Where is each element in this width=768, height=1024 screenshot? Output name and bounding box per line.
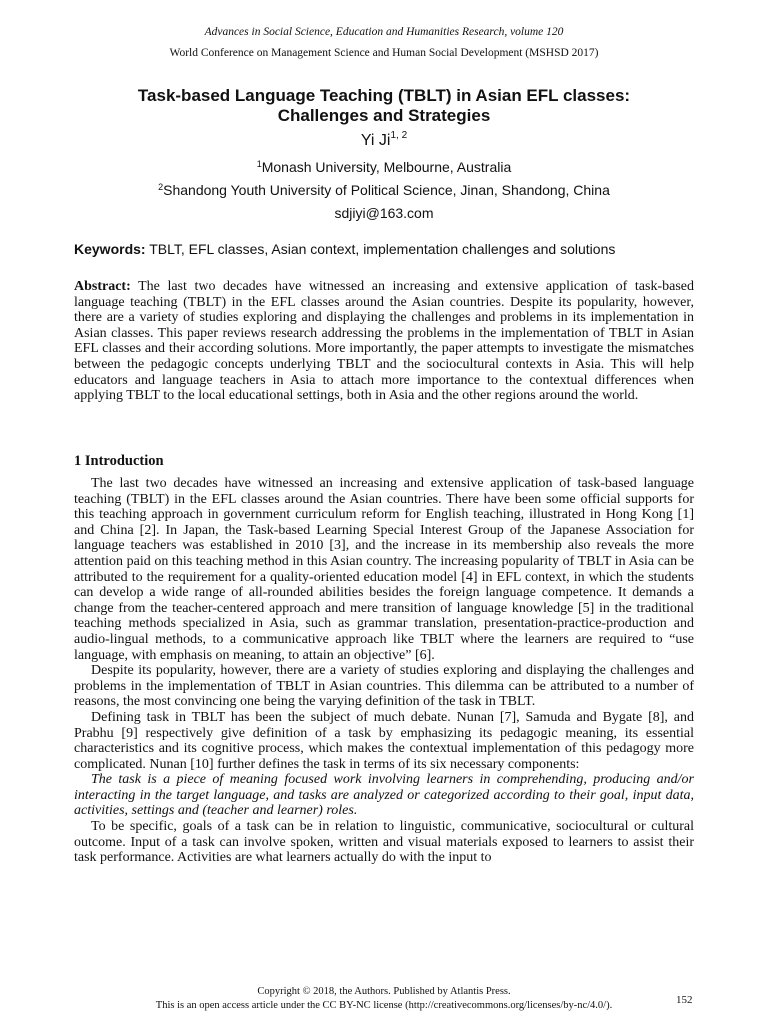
author-email: sdjiyi@163.com (334, 205, 434, 221)
title-line-2: Challenges and Strategies (277, 106, 491, 125)
title-line-1: Task-based Language Teaching (TBLT) in Asian EFL classes: (137, 86, 631, 105)
paper-title (74, 86, 694, 126)
abstract-text: The last two decades have witnessed an increasing and extensive application of task-based language teaching (TBLT) in the EFL classes around the Asian countries. Despite its popularity, however, there are a variety of studies exploring and displaying the challenges and problems in its implementation in Asian classes. This paper reviews research addressing the problems in the implementation of TBLT in Asian EFL classes and their according solutions. More importantly, the paper attempts to investigate the mismatches between the pedagogic concepts underlying TBLT and the sociocultural contexts in Asia. This will help educators and language teachers in Asia to attach more importance to the contextual differences when applying TBLT to the local educational settings, both in Asia and the other regions around the world. (74, 279, 694, 404)
section-body (74, 476, 694, 866)
abstract (74, 279, 694, 404)
block-quote: The task is a piece of meaning focused work involving learners in comprehending, producing and/or interacting in the target language, and tasks are analyzed or categorized according to their goal, input data, activities, settings and (teacher and learner) roles. (74, 772, 694, 819)
license-notice: This is an open access article under the CC BY-NC license (http://creativecommons.org/licenses/by-nc/4.0/). (155, 1000, 613, 1011)
affiliation-2 (0, 182, 768, 198)
abstract-label: Abstract: (74, 279, 131, 294)
affiliation-1-mark: 1 (256, 159, 262, 169)
author (0, 130, 768, 150)
footer (110, 985, 658, 1013)
paragraph-3: Defining task in TBLT has been the subject of much debate. Nunan [7], Samuda and Bygate [8], and Prabhu [9] respectively give definition of a task by emphasizing its pedagogic meaning, its essential characteristics and its cognitive process, which makes the contextual implementation of this pedagogy more complicated. Nunan [10] further defines the task in terms of its six necessary components: (74, 709, 694, 772)
keywords-label: Keywords: (74, 241, 146, 257)
author-affiliation-marks: 1, 2 (390, 130, 408, 141)
conference-header: World Conference on Management Science and Human Social Development (MSHSD 2017) (169, 47, 599, 59)
paragraph-4: To be specific, goals of a task can be in relation to linguistic, communicative, sociocultural or cultural outcome. Input of a task can involve spoken, written and visual materials exposed to learners to assist their task performance. Activities are what learners actually do with the input to (74, 819, 694, 866)
keywords (74, 241, 694, 257)
journal-header: Advances in Social Science, Education and Humanities Research, volume 120 (204, 26, 564, 38)
page-number: 152 (676, 994, 693, 1006)
affiliation-1 (0, 159, 768, 175)
keywords-text: TBLT, EFL classes, Asian context, implementation challenges and solutions (149, 241, 616, 257)
paragraph-2: Despite its popularity, however, there are a variety of studies exploring and displaying the challenges and problems in the implementation of TBLT in Asian countries. This dilemma can be attributed to a number of reasons, the most convincing one being the varying definition of the task in TBLT. (74, 663, 694, 710)
copyright-notice: Copyright © 2018, the Authors. Published by Atlantis Press. (257, 986, 511, 997)
author-name: Yi Ji (360, 132, 391, 149)
affiliation-2-mark: 2 (158, 182, 164, 192)
paragraph-1: The last two decades have witnessed an increasing and extensive application of task-based language teaching (TBLT) in the EFL classes around the Asian countries. There have been some official supports for this teaching approach in government curriculum reform for English teaching, illustrated in Hong Kong [1] and China [2]. In Japan, the Task-based Learning Special Interest Group of the Japanese Association for language teachers was established in 2010 [3], and the increase in its membership also reveals the more attention paid on this teaching method in this Asian country. The increasing popularity of TBLT in Asia can be attributed to the requirement for a quality-oriented education model [4] in EFL context, in which the students can develop a wide range of all-rounded abilities besides the foreign language competence. It demands a change from the teacher-centered approach and mere transition of language knowledge [5] in the traditional teaching methods specialized in Asia, such as grammar translation, presentation-practice-production and audio-lingual methods, to a communicative approach like TBLT where the learners are required to “use language, with emphasis on meaning, to attain an objective” [6]. (74, 476, 694, 663)
section-heading: 1 Introduction (74, 453, 164, 469)
affiliation-1-text: Monash University, Melbourne, Australia (261, 159, 512, 175)
affiliation-2-text: Shandong Youth University of Political Science, Jinan, Shandong, China (163, 182, 610, 198)
